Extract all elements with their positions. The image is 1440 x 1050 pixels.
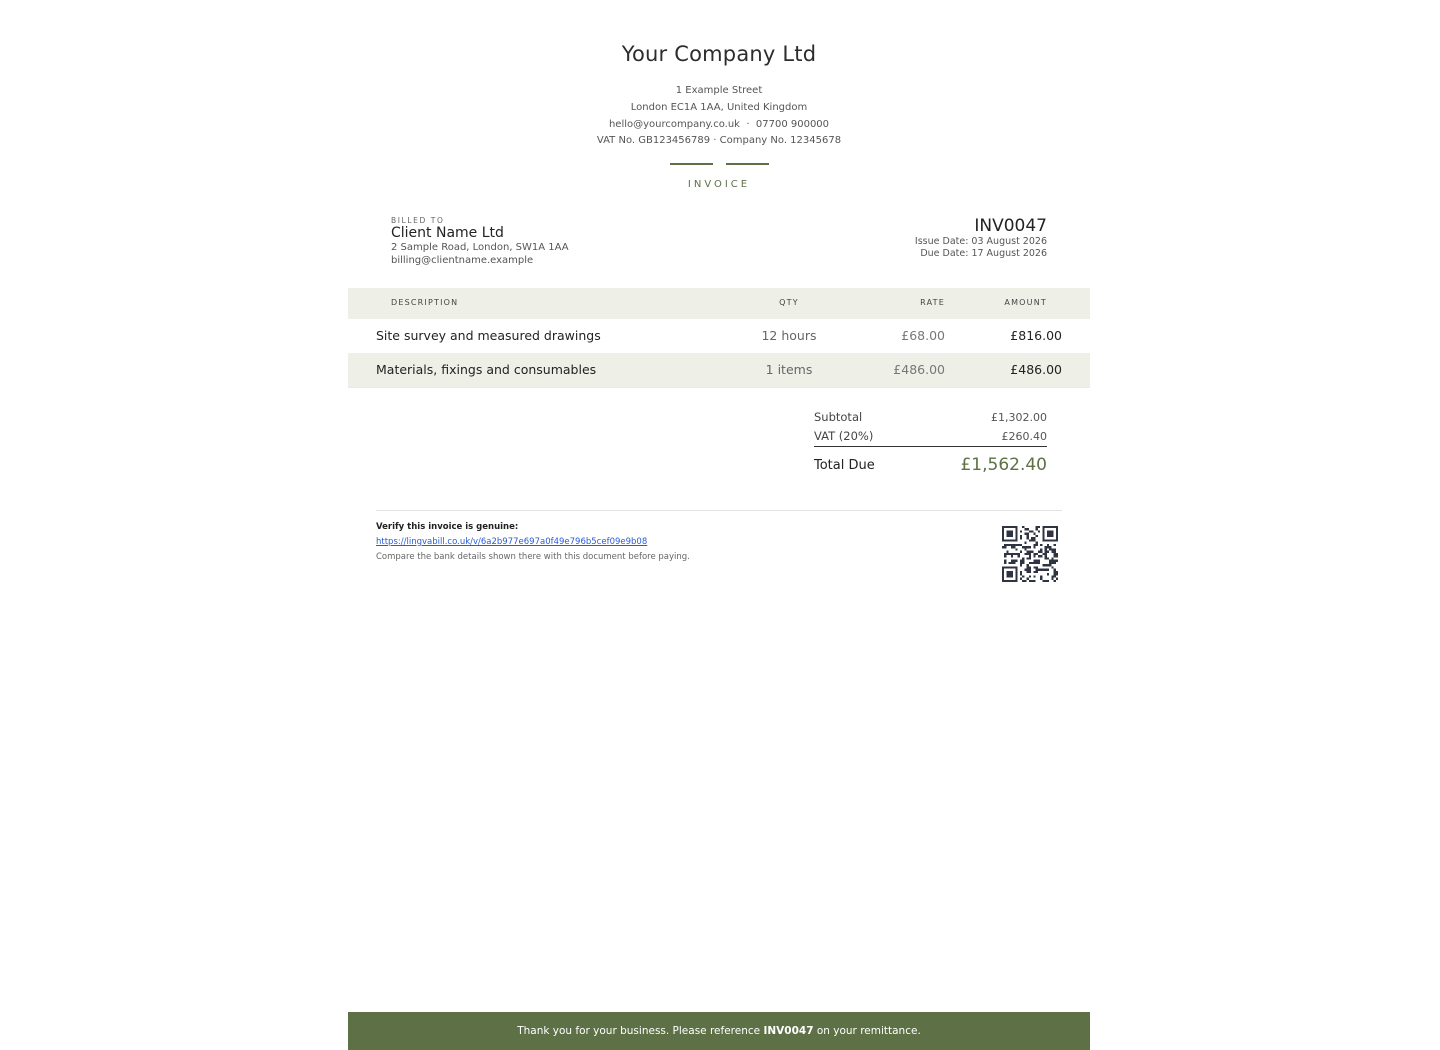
qr-code-icon [1002,526,1058,582]
table-row [348,353,1090,388]
column-header-amount: AMOUNT [1004,298,1047,307]
due-date: Due Date: 17 August 2026 [920,248,1047,259]
totals-rule [814,446,1047,447]
vat-value: £260.40 [1001,430,1047,443]
row-description: Materials, fixings and consumables [376,362,597,377]
verify-link[interactable]: https://lingvabill.co.uk/v/6a2b977e697a0f49e796b5cef09e9b08 [376,537,648,547]
billed-to-label: BILLED TO [391,216,445,225]
issue-date: Issue Date: 03 August 2026 [914,236,1047,247]
company-registration: VAT No. GB123456789 · Company No. 12345678 [596,135,842,146]
verify-title: Verify this invoice is genuine: [376,522,519,532]
company-contact: hello@yourcompany.co.uk · 07700 900000 [608,119,830,130]
footer-text-prefix: Thank you for your business. Please reference [517,1025,764,1037]
row-amount: £486.00 [1010,362,1062,377]
invoice-number: INV0047 [974,216,1047,236]
company-name: Your Company Ltd [621,42,817,66]
row-qty: 1 items [765,362,813,377]
vat-label: VAT (20%) [814,429,874,443]
company-address-line2: London EC1A 1AA, United Kingdom [630,102,808,113]
verify-note: Compare the bank details shown there with this document before paying. [376,552,690,562]
row-description: Site survey and measured drawings [376,328,601,343]
column-header-qty: QTY [779,298,799,307]
column-header-rate: RATE [920,298,945,307]
total-due-label: Total Due [814,458,875,473]
footer-text-suffix: on your remittance. [813,1025,921,1037]
client-email: billing@clientname.example [391,255,534,266]
section-divider [376,510,1062,511]
total-due-value: £1,562.40 [960,455,1047,475]
subtotal-label: Subtotal [814,410,863,424]
footer-reference: INV0047 [763,1025,814,1037]
column-header-description: DESCRIPTION [391,298,459,307]
row-qty: 12 hours [761,328,817,343]
document-type-title: INVOICE [687,179,751,190]
row-rate: £68.00 [901,328,945,343]
invoice-page [348,0,1090,1050]
client-address: 2 Sample Road, London, SW1A 1AA [391,242,569,253]
row-amount: £816.00 [1010,328,1062,343]
company-address-line1: 1 Example Street [675,85,763,96]
table-row [348,319,1090,354]
subtotal-value: £1,302.00 [991,411,1047,424]
header-divider-right [726,163,769,165]
header-divider-left [670,163,713,165]
client-name: Client Name Ltd [391,225,504,241]
row-rate: £486.00 [893,362,945,377]
footer-banner [348,1012,1090,1050]
items-table-header [348,288,1090,319]
